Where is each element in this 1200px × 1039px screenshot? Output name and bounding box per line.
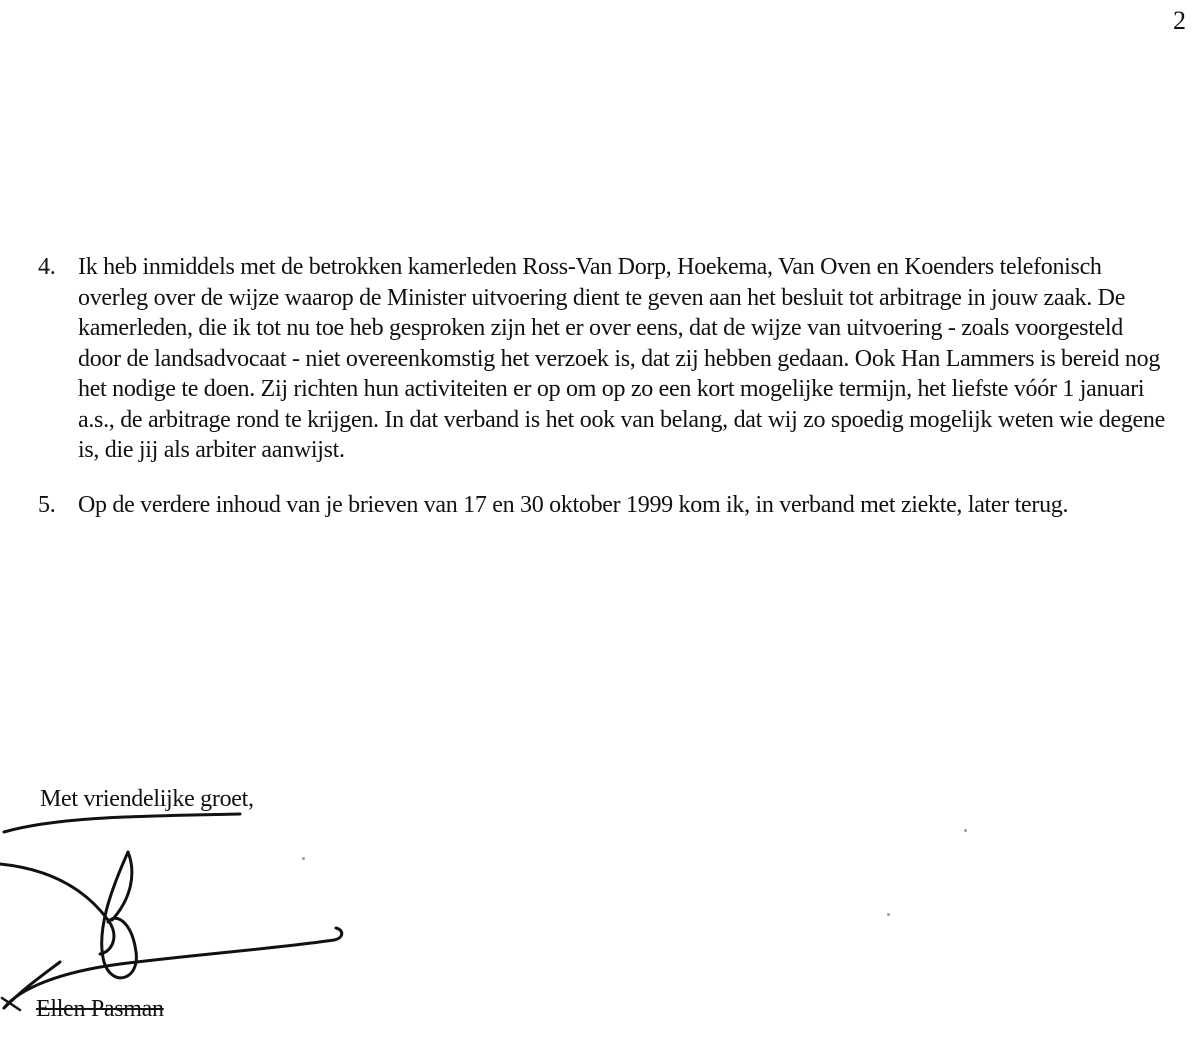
numbered-item-5	[38, 490, 1168, 521]
scan-speck	[302, 857, 305, 860]
numbered-item-4	[38, 252, 1168, 466]
item-number: 4.	[38, 254, 56, 280]
item-number: 5.	[38, 491, 56, 518]
scan-speck	[887, 913, 890, 916]
scan-speck	[964, 829, 967, 832]
page-number: 2	[1173, 6, 1186, 35]
closing-salutation: Met vriendelijke groet,	[40, 786, 254, 812]
item-text: Ik heb inmiddels met de betrokken kamerleden Ross-Van Dorp, Hoekema, Van Oven en Koenders telefonisch overleg over de wijze waarop de Minister uitvoering dient te geven aan het besluit tot arbitrage in jouw zaak. De kamerleden, die ik tot nu toe heb gesproken zijn het er over eens, dat de wijze van uitvoering - zoals voorgesteld door de landsadvocaat - niet overeenkomstig het verzoek is, dat zij hebben gedaan. Ook Han Lammers is bereid nog het nodige te doen. Zij richten hun activiteiten er op om op zo een kort mogelijke termijn, het liefste vóór 1 januari a.s., de arbitrage rond te krijgen. In dat verband is het ook van belang, dat wij zo spoedig mogelijk weten wie degene is, die jij als arbiter aanwijst.	[78, 254, 1165, 463]
item-text: Op de verdere inhoud van je brieven van 17 en 30 oktober 1999 kom ik, in verband met ziekte, later terug.	[78, 491, 1069, 518]
signer-name: Ellen Pasman	[36, 996, 164, 1022]
letter-body	[38, 252, 1168, 544]
